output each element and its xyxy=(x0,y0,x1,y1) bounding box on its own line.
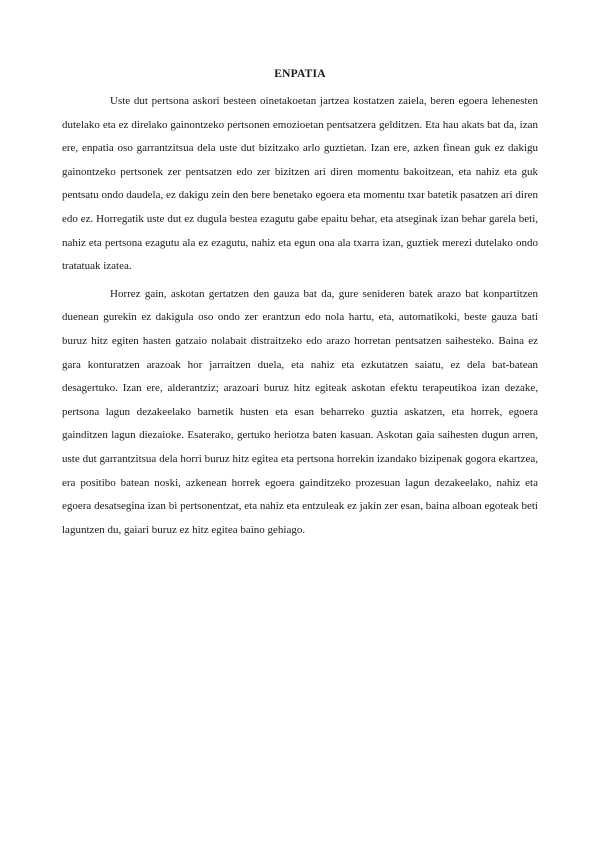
document-page xyxy=(62,66,538,546)
paragraph-1: Uste dut pertsona askori besteen oinetakoetan jartzea kostatzen zaiela, beren egoera lehenesten dutelako eta ez direlako gainontzeko pertsonen emozioetan pentsatzera gelditzen. Eta hau akats bat da, izan ere, enpatia oso garrantzitsua dela uste dut bizitzako arlo guztietan. Izan ere, azken finean guk ez dakigu gainontzeko pertsonek zer pentsatzen edo zer bizitzen ari diren momentu bakoitzean, eta nahiz eta guk pentsatu ondo daudela, ez dakigu zein den bere benetako egoera eta momentu txar batetik pasatzen ari diren edo ez. Horregatik uste dut ez dugula bestea ezagutu gabe epaitu behar, eta atseginak izan behar garela beti, nahiz eta pertsona ezagutu ala ez ezagutu, nahiz eta egun ona ala txarra izan, guztiek merezi dutelako ondo tratatuak izatea. xyxy=(62,95,538,273)
paragraph-2: Horrez gain, askotan gertatzen den gauza bat da, gure senideren batek arazo bat konpartitzen duenean gurekin ez dakigula oso ondo zer erantzun edo nola hartu, eta, automatikoki, beste gauza bati buruz hitz egiten hasten gatzaio nolabait distraitzeko edo arazo horretan pentsatzen saihesteko. Baina ez gara konturatzen arazoak hor jarraitzen duela, eta nahiz eta ezkutatzen saiatu, ez dela bat-batean desagertuko. Izan ere, alderantziz; arazoari buruz hitz egiteak askotan efektu terapeutikoa izan dezake, pertsona lagun dezakeelako barnetik husten eta esan beharreko guztia askatzen, eta horrek, egoera gainditzen lagun diezaioke. Esaterako, gertuko heriotza baten kasuan. Askotan gaia saihesten dugun arren, uste dut garrantzitsua dela horri buruz hitz egitea eta pertsona horrekin izandako bizipenak gogora ekartzea, era positibo batean noski, azkenean horrek egoera gainditzeko prozesuan lagun dezakeelako, nahiz eta egoera desatsegina izan bi pertsonentzat, eta nahiz eta entzuleak ez jakin zer esan, baina alboan egoteak beti laguntzen du, gaiari buruz ez hitz egitea baino gehiago. xyxy=(62,287,538,536)
document-title: ENPATIA xyxy=(274,68,326,80)
